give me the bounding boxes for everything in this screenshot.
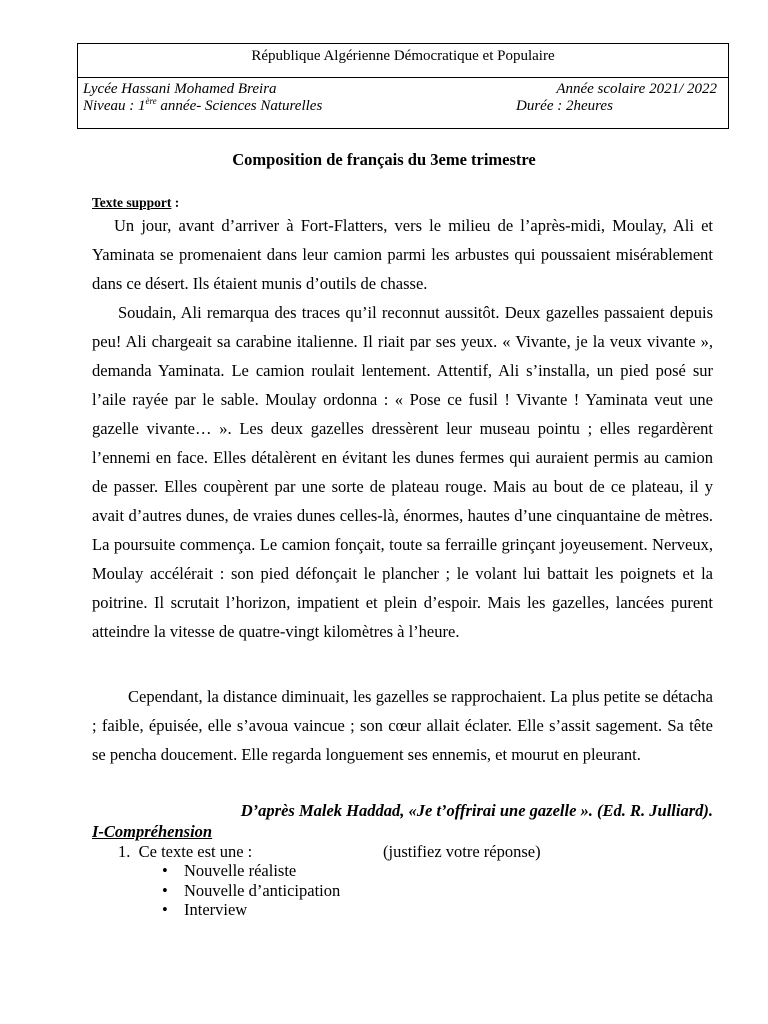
text-source: D’après Malek Haddad, «Je t’offrirai une gazelle ». (Ed. R. Julliard).	[240, 801, 713, 820]
bullet-icon: •	[162, 861, 168, 880]
list-item	[160, 861, 340, 881]
class-level-suffix: année- Sciences Naturelles	[156, 98, 323, 114]
question-1	[118, 842, 252, 862]
support-label-text: Texte support	[92, 195, 172, 210]
support-label	[92, 195, 179, 211]
paragraph-2: Soudain, Ali remarqua des traces qu’il reconnut aussitôt. Deux gazelles passaient depuis peu! Ali chargeait sa carabine italienne. Il riait par ses yeux. « Vivante, je la veux vivante », demanda Yaminata. Le camion roulait lentement. Attentif, Ali s’installa, un pied posé sur l’aile rayée par le sable. Moulay ordonna : « Pose ce fusil ! Vivante ! Yaminata veut une gazelle vivante… ». Les deux gazelles dressèrent leur museau pointu ; elles regardèrent l’ennemi en face. Elles détalèrent en évitant les dunes fermes qui auraient permis au camion de passer. Elles coupèrent par une sorte de plateau rouge. Mais au bout de ce plateau, il y avait d’autres dunes, de vraies dunes celles-là, énormes, hautes d’une cinquantaine de mètres. La poursuite commença. Le camion fonçait, toute sa ferraille grinçant joyeusement. Nerveux, Moulay accélérait : son pied défonçait le plancher ; le volant lui battait les poignets et la poitrine. Il scrutait l’horizon, impatient et plein d’espoir. Mais les gazelles, lancées purent atteindre la vitesse de quatre-vingt kilomètres à l’heure.	[92, 303, 713, 641]
class-level-prefix: Niveau : 1	[83, 98, 146, 114]
republic-title: République Algérienne Démocratique et Populaire	[78, 44, 728, 78]
question-text: Ce texte est une :	[138, 842, 253, 861]
header-box	[77, 43, 729, 129]
paragraph-1: Un jour, avant d’arriver à Fort-Flatters, vers le milieu de l’après-midi, Moulay, Ali et Yaminata se promenaient dans leur camion parmi les arbustes qui poussaient misérablement dans ce désert. Ils étaient munis d’outils de chasse.	[92, 216, 713, 293]
list-item	[160, 881, 340, 901]
bullet-icon: •	[162, 880, 168, 900]
paragraph-3: Cependant, la distance diminuait, les gazelles se rapprochaient. La plus petite se détacha ; faible, épuisée, elle s’avoua vaincue ; son cœur allait éclater. Elle s’assit sagement. Sa tête se pencha doucement. Elle regarda longuement ses ennemis, et mourut en pleurant.	[92, 687, 713, 764]
exam-duration: Durée : 2heures	[516, 98, 613, 114]
page-title: Composition de français du 3eme trimestre	[232, 150, 536, 169]
bullet-icon: •	[162, 900, 168, 919]
answer-options	[160, 861, 340, 920]
option-label: Nouvelle réaliste	[184, 861, 297, 880]
option-label: Interview	[184, 900, 248, 919]
question-number: 1.	[118, 842, 131, 861]
class-level	[83, 97, 322, 115]
question-hint: (justifiez votre réponse)	[383, 842, 541, 861]
option-label: Nouvelle d’anticipation	[184, 880, 341, 900]
section-title: I-Compréhension	[92, 822, 213, 841]
list-item	[160, 900, 340, 920]
school-name: Lycée Hassani Mohamed Breira	[83, 81, 277, 97]
school-year: Année scolaire 2021/ 2022	[556, 81, 717, 97]
class-level-sup: ère	[145, 96, 157, 106]
support-label-colon: :	[171, 195, 180, 210]
